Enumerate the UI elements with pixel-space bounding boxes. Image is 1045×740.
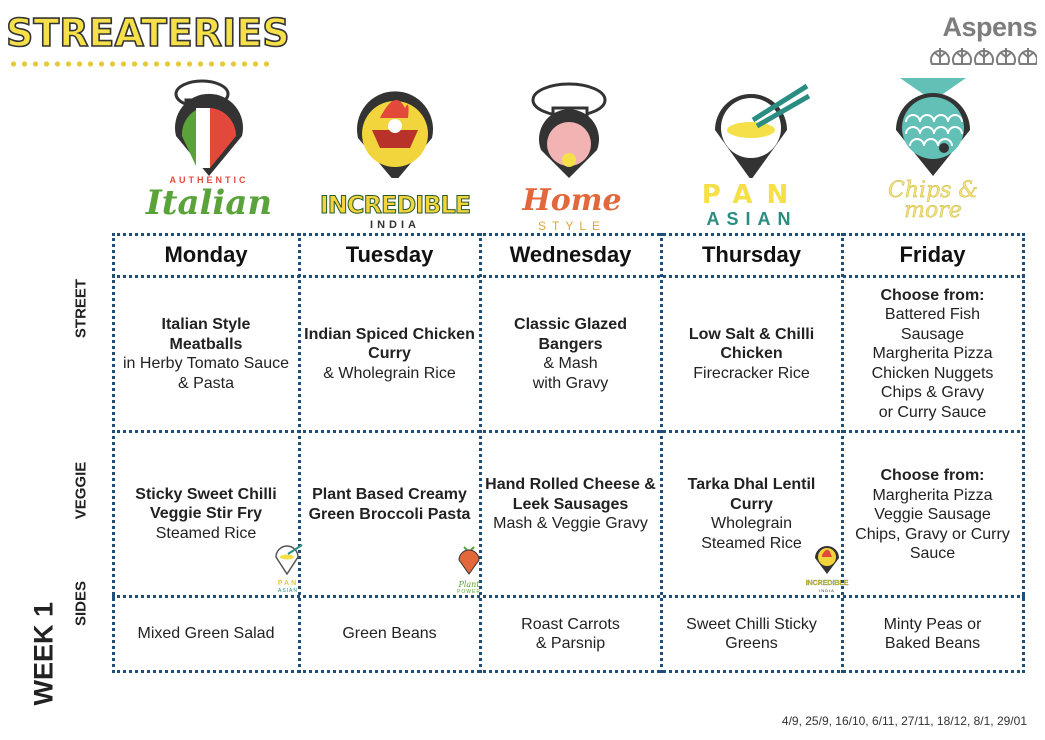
dish-detail: Wholegrain xyxy=(711,515,792,532)
day-header-wednesday: Wednesday xyxy=(509,242,632,268)
dish-name: Sticky Sweet Chilli xyxy=(135,485,277,503)
street-monday-cell xyxy=(114,278,298,430)
side-item: Roast Carrots xyxy=(521,615,620,633)
week-label: WEEK 1 xyxy=(28,601,59,706)
india-flame-pin-icon xyxy=(310,78,480,178)
italian-chef-pin-icon xyxy=(124,78,294,178)
dish-name: Curry xyxy=(368,345,411,363)
authentic-italian-logo xyxy=(124,78,294,238)
dish-name: Indian Spiced Chicken xyxy=(304,325,475,343)
incredible-india-logo xyxy=(310,78,480,238)
side-item: Baked Beans xyxy=(884,635,981,652)
aspens-logo xyxy=(927,12,1037,68)
plant-badge-line2: POWER xyxy=(457,589,481,595)
dish-name: Tarka Dhal Lentil xyxy=(687,476,816,493)
dish-name: Green Broccoli Pasta xyxy=(308,505,471,523)
pan-asian-logo xyxy=(667,78,837,238)
dish-name: Chicken xyxy=(720,345,783,363)
pan-logo-line2: ASIAN xyxy=(706,209,798,229)
sides-thursday-cell xyxy=(662,598,841,670)
plant-badge-line1: Plant xyxy=(458,580,480,589)
india-badge-line2: INDIA xyxy=(819,588,835,593)
plant-power-badge xyxy=(452,543,486,599)
grid-line xyxy=(1022,233,1025,673)
dish-name: Hand Rolled Cheese & xyxy=(485,476,656,493)
sides-friday-cell xyxy=(843,598,1022,670)
italian-logo-line1: AUTHENTIC xyxy=(169,175,249,185)
home-logo-line1: Home xyxy=(522,183,622,218)
street-thursday-cell xyxy=(662,278,841,430)
pan-asian-badge xyxy=(268,543,308,599)
row-label-veggie: VEGGIE xyxy=(72,461,90,520)
veggie-friday-cell xyxy=(843,433,1022,595)
choice-item: Battered Fish xyxy=(884,306,981,324)
choice-item: Margherita Pizza xyxy=(872,486,993,504)
dish-detail: in Herby Tomato Sauce xyxy=(122,355,289,372)
italian-logo-line2: Italian xyxy=(145,183,273,223)
dish-detail: & Wholegrain Rice xyxy=(323,364,456,382)
menu-dates: 4/9, 25/9, 16/10, 6/11, 27/11, 18/12, 8/1, 29/01 xyxy=(781,714,1027,728)
side-item: Greens xyxy=(725,635,778,652)
dish-detail: Steamed Rice xyxy=(155,524,257,542)
side-item: Green Beans xyxy=(342,625,437,643)
brand-dot-underline xyxy=(8,60,270,68)
pan-asian-badge-icon xyxy=(268,543,308,575)
india-badge-line1: INCREDIBLE xyxy=(805,580,849,587)
street-tuesday-cell xyxy=(300,278,479,430)
veggie-wednesday-cell xyxy=(481,433,660,595)
carrot-pin-icon xyxy=(452,543,486,575)
pan-logo-line1: PAN xyxy=(701,180,803,210)
sides-tuesday-cell xyxy=(300,598,479,670)
side-item: Sweet Chilli Sticky xyxy=(686,615,817,633)
pan-asian-noodle-pin-icon xyxy=(667,78,837,178)
street-wednesday-cell xyxy=(481,278,660,430)
choice-item: Chips & Gravy xyxy=(880,384,985,402)
home-logo-line2: STYLE xyxy=(537,219,606,233)
dish-name: Low Salt & Chilli xyxy=(688,325,815,343)
chips-logo-line1: Chips & xyxy=(888,178,978,203)
grid-line xyxy=(112,670,1025,673)
streateries-logo xyxy=(6,10,290,70)
street-friday-cell xyxy=(843,278,1022,430)
aspens-wordmark: Aspens xyxy=(942,12,1037,42)
side-item: Minty Peas or xyxy=(883,615,982,633)
choice-item: or Curry Sauce xyxy=(878,403,987,421)
choose-from-label: Choose from: xyxy=(880,467,985,484)
fish-pin-icon xyxy=(848,78,1018,178)
dish-detail: with Gravy xyxy=(532,374,609,392)
dish-detail: Firecracker Rice xyxy=(693,364,810,382)
choice-item: Veggie Sausage xyxy=(874,506,991,523)
row-label-street: STREET xyxy=(72,278,90,339)
dish-detail: & Pasta xyxy=(177,374,235,392)
chips-and-more-logo xyxy=(848,78,1018,238)
day-header-friday: Friday xyxy=(899,242,966,268)
side-item: & Parsnip xyxy=(535,635,606,652)
choose-from-label: Choose from: xyxy=(880,286,985,304)
home-chef-pin-icon xyxy=(487,78,657,178)
aspens-tree-icons xyxy=(929,44,1037,66)
sides-monday-cell xyxy=(114,598,298,670)
choice-item: Sauce xyxy=(909,545,956,562)
chips-logo-line2: more xyxy=(904,198,962,223)
side-item: Mixed Green Salad xyxy=(137,625,275,643)
choice-item: Chicken Nuggets xyxy=(871,364,994,382)
pan-badge-line2: ASIAN xyxy=(277,588,298,594)
home-style-logo xyxy=(487,78,657,238)
india-logo-line1: INCREDIBLE xyxy=(319,191,471,219)
india-logo-line2: INDIA xyxy=(370,219,420,231)
day-header-tuesday: Tuesday xyxy=(345,242,434,268)
day-header-monday: Monday xyxy=(164,242,248,268)
dish-name: Classic Glazed Bangers xyxy=(514,316,627,353)
dish-name: Italian Style xyxy=(161,316,251,333)
sides-wednesday-cell xyxy=(481,598,660,670)
menu-grid xyxy=(112,233,1025,673)
pan-badge-line1: PAN xyxy=(277,580,299,587)
incredible-india-badge xyxy=(802,545,852,595)
day-header-thursday: Thursday xyxy=(701,242,802,268)
dish-detail: Mash & Veggie Gravy xyxy=(493,515,648,532)
dish-name: Meatballs xyxy=(169,335,243,353)
dish-name: Leek Sausages xyxy=(512,495,629,513)
choice-item: Margherita Pizza xyxy=(872,345,993,363)
choice-item: Chips, Gravy or Curry xyxy=(855,525,1010,543)
brand-title: STREATERIES xyxy=(6,11,290,55)
dish-name: Curry xyxy=(730,495,773,513)
dish-name: Veggie Stir Fry xyxy=(149,505,263,523)
dish-name: Plant Based Creamy xyxy=(312,486,467,503)
row-label-sides: SIDES xyxy=(72,581,90,627)
dish-detail: Steamed Rice xyxy=(701,534,802,552)
choice-item: Sausage xyxy=(900,325,965,343)
dish-detail: & Mash xyxy=(543,355,598,372)
india-badge-icon xyxy=(802,545,852,575)
